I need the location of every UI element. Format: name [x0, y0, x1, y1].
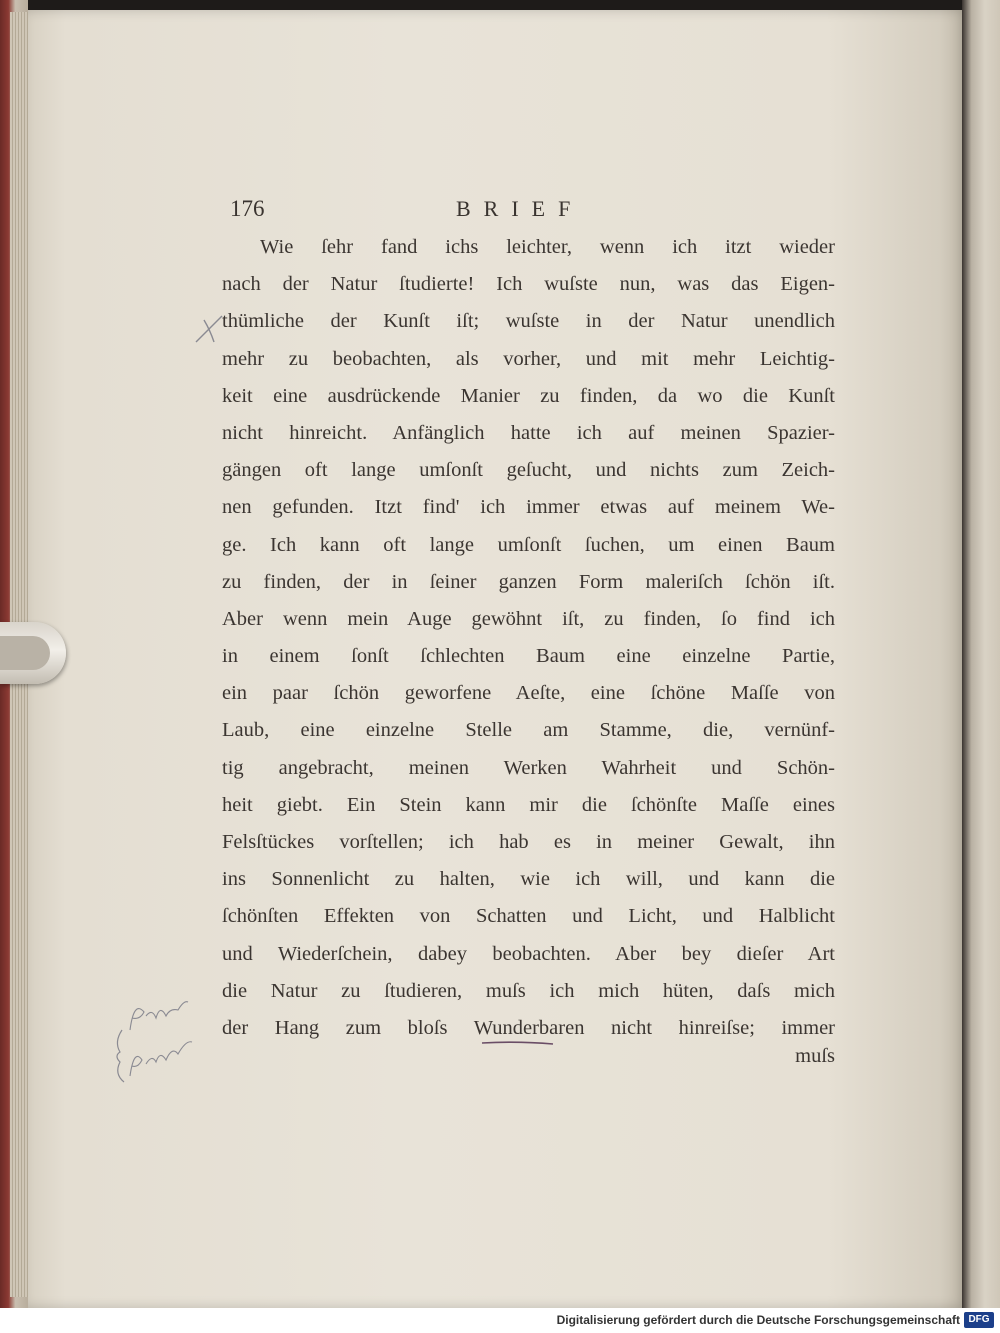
text-line: die Natur zu ſtudieren, muſs ich mich hüten, daſs mich [222, 979, 835, 1002]
text-line: ſchönſten Effekten von Schatten und Licht, und Halblicht [222, 905, 835, 928]
text-line: gängen oft lange umſonſt geſucht, und nichts zum Zeich- [222, 459, 835, 482]
pencil-underline [480, 1040, 555, 1046]
text-line: Laub, eine einzelne Stelle am Stamme, die, vernünf- [222, 719, 835, 742]
pencil-margin-note [100, 990, 200, 1090]
page-number: 176 [230, 196, 265, 221]
text-line: heit giebt. Ein Stein kann mir die ſchönſte Maſſe eines [222, 793, 835, 816]
text-line: ins Sonnenlicht zu halten, wie ich will, und kann die [222, 868, 835, 891]
body-text [222, 229, 835, 1047]
text-line: mehr zu beobachten, als vorher, und mit mehr Leichtig- [222, 347, 835, 370]
text-line: nen gefunden. Itzt find' ich immer etwas auf meinem We- [222, 496, 835, 519]
text-line: keit eine ausdrückende Manier zu finden, da wo die Kunſt [222, 384, 835, 407]
text-line: zu finden, der in ſeiner ganzen Form maleriſch ſchön iſt. [222, 570, 835, 593]
pencil-x-mark [192, 312, 226, 346]
text-line: nicht hinreicht. Anfänglich hatte ich auf meinen Spazier- [222, 421, 835, 444]
text-line: Felsſtückes vorſtellen; ich hab es in meiner Gewalt, ihn [222, 831, 835, 853]
text-line: nach der Natur ſtudierte! Ich wuſste nun, was das Eigen- [222, 273, 835, 296]
text-line: der Hang zum bloſs Wunderbaren nicht hinreiſse; immer [222, 1016, 835, 1039]
page-clip-inner [0, 636, 50, 670]
catchword: muſs [795, 1045, 835, 1067]
text-line: und Wiederſchein, dabey beobachten. Aber bey dieſer Art [222, 942, 835, 965]
text-line: Wie ſehr fand ichs leichter, wenn ich itzt wieder [260, 236, 835, 258]
dfg-logo: DFG [964, 1312, 994, 1328]
text-line: Aber wenn mein Auge gewöhnt iſt, zu finden, ſo find ich [222, 607, 835, 630]
right-page-edge [962, 0, 1000, 1308]
text-line: ein paar ſchön geworfene Aeſte, eine ſchöne Maſſe von [222, 682, 835, 705]
footer-credit: Digitalisierung gefördert durch die Deutsche Forschungsgemeinschaft [556, 1313, 960, 1327]
text-line: ge. Ich kann oft lange umſonſt ſuchen, um einen Baum [222, 533, 835, 556]
text-line: thümliche der Kunſt iſt; wuſste in der Natur unendlich [222, 310, 835, 333]
footer-bar [0, 1308, 1000, 1333]
text-line: in einem ſonſt ſchlechten Baum eine einzelne Partie, [222, 645, 835, 668]
text-line: tig angebracht, meinen Werken Wahrheit und Schön- [222, 756, 835, 779]
running-head: BRIEF [456, 196, 584, 221]
